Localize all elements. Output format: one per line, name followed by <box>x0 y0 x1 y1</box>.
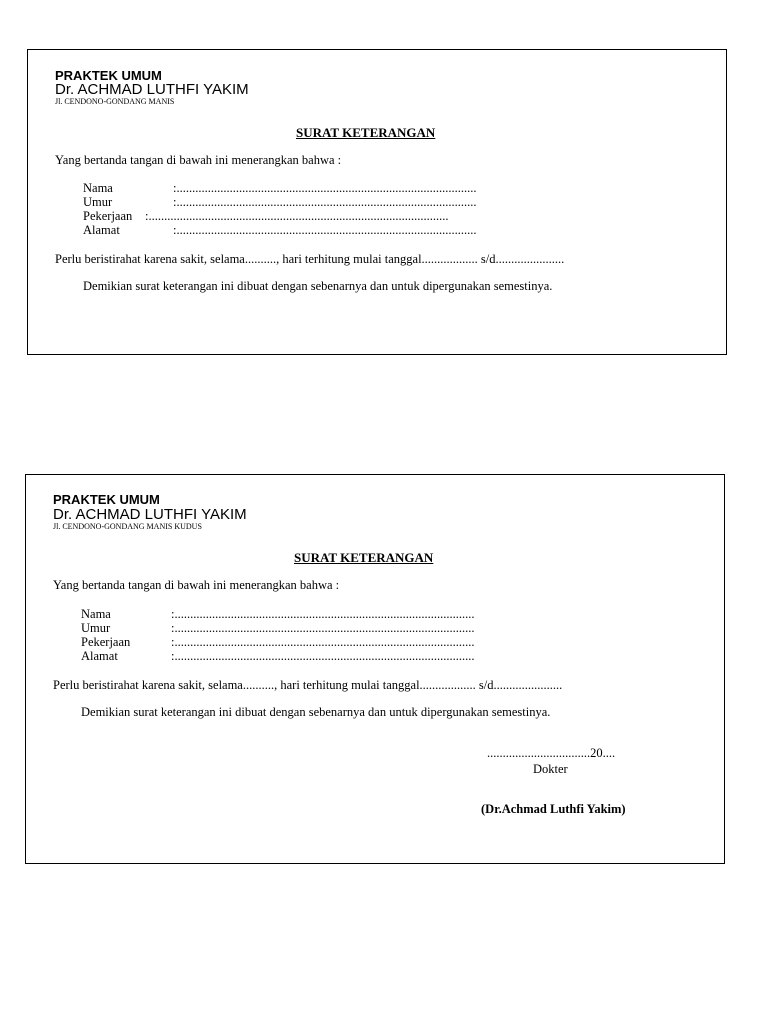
field-value-pekerjaan: :................................................................................................ <box>171 635 475 649</box>
field-label-nama: Nama <box>81 607 111 621</box>
field-label-umur: Umur <box>81 621 111 635</box>
field-value-alamat: :................................................................................................ <box>173 223 477 237</box>
document-title: SURAT KETERANGAN <box>294 550 434 565</box>
field-label-pekerjaan: Pekerjaan <box>83 209 133 223</box>
practice-title: PRAKTEK UMUM <box>55 68 162 83</box>
field-label-pekerjaan: Pekerjaan <box>81 635 131 649</box>
intro-text: Yang bertanda tangan di bawah ini menerangkan bahwa : <box>53 578 340 592</box>
field-label-alamat: Alamat <box>81 649 118 663</box>
certificate-form-top <box>27 49 727 355</box>
document-title: SURAT KETERANGAN <box>296 125 436 140</box>
practice-title: PRAKTEK UMUM <box>53 492 160 507</box>
signer-name: (Dr.Achmad Luthfi Yakim) <box>481 802 626 816</box>
rest-note: Perlu beristirahat karena sakit, selama.........., hari terhitung mulai tanggal.................. s/d...................... <box>53 678 563 692</box>
rest-note: Perlu beristirahat karena sakit, selama.........., hari terhitung mulai tanggal.................. s/d...................... <box>55 252 565 266</box>
field-label-alamat: Alamat <box>83 223 120 237</box>
date-line: .................................20.... <box>487 746 616 760</box>
field-value-nama: :................................................................................................ <box>173 181 477 195</box>
field-value-umur: :................................................................................................ <box>171 621 475 635</box>
intro-text: Yang bertanda tangan di bawah ini menerangkan bahwa : <box>55 153 342 167</box>
doctor-name: Dr. ACHMAD LUTHFI YAKIM <box>53 506 247 523</box>
certificate-form-bottom <box>25 474 725 864</box>
field-value-pekerjaan: :................................................................................................ <box>145 209 449 223</box>
practice-address: Jl. CENDONO-GONDANG MANIS KUDUS <box>53 522 202 531</box>
field-label-nama: Nama <box>83 181 113 195</box>
field-value-umur: :................................................................................................ <box>173 195 477 209</box>
field-value-nama: :................................................................................................ <box>171 607 475 621</box>
closing-text: Demikian surat keterangan ini dibuat dengan sebenarnya dan untuk dipergunakan semestinya. <box>83 279 553 293</box>
signer-title: Dokter <box>533 762 568 776</box>
field-value-alamat: :................................................................................................ <box>171 649 475 663</box>
practice-address: Jl. CENDONO-GONDANG MANIS <box>55 97 175 106</box>
closing-text: Demikian surat keterangan ini dibuat dengan sebenarnya dan untuk dipergunakan semestinya. <box>81 705 551 719</box>
doctor-name: Dr. ACHMAD LUTHFI YAKIM <box>55 81 249 98</box>
field-label-umur: Umur <box>83 195 113 209</box>
